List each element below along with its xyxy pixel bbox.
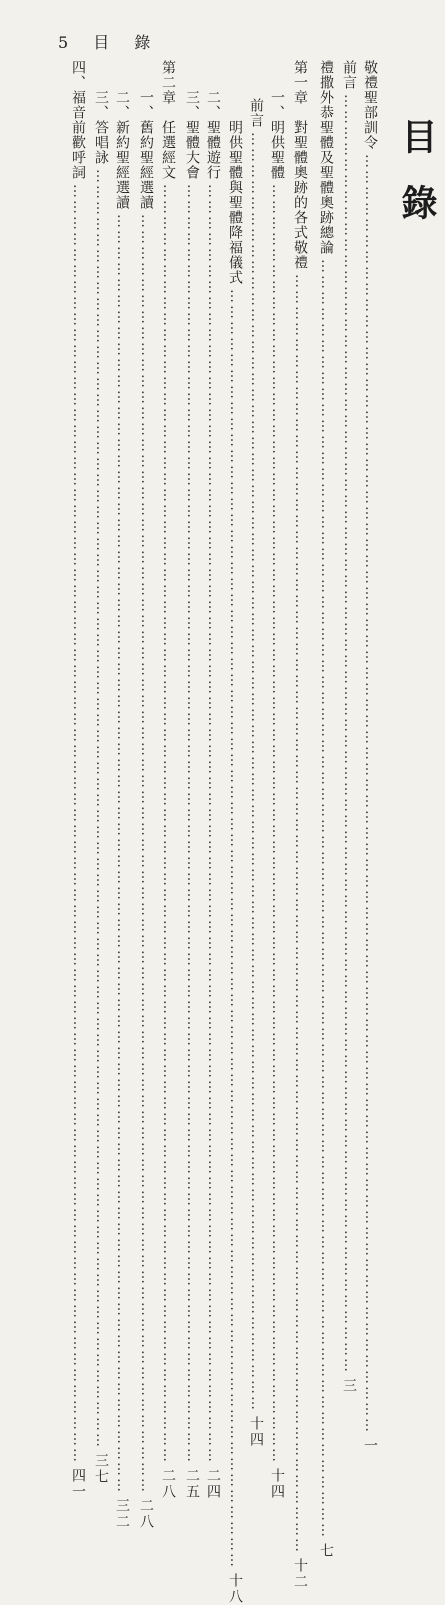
toc-entry [69, 60, 87, 1500]
toc-entry-page: 二八 [160, 1468, 176, 1500]
toc-entry [361, 60, 379, 1454]
dot-leader: …………………………………………………………………………………………………………………………………………………………………………………………………………………… [292, 274, 308, 1554]
toc-entry-label: 三、聖體大會 [184, 90, 200, 180]
dot-leader: …………………………………………………………………………………………………………………………………………………………………………………………………………………… [227, 289, 243, 1569]
dot-leader: …………………………………………………………………………………………………………………………………………………………………………………………………………………… [362, 154, 378, 1434]
toc-entry-label: 明供聖體與聖體降福儀式 [227, 120, 243, 285]
toc-entry-label: 禮撒外恭聖體及聖體奧跡總論 [318, 60, 334, 255]
toc-entry-label: 四、福音前歡呼詞 [70, 60, 86, 180]
dot-leader: …………………………………………………………………………………………………………………………………………………………………………………………………………………… [205, 184, 221, 1464]
toc-entry-label: 一、舊約聖經選讀 [138, 90, 154, 210]
toc-entry [92, 60, 110, 1485]
toc-entry [204, 60, 222, 1500]
toc-entry-label: 敬禮聖部訓令 [362, 60, 378, 150]
toc-entry-page: 十八 [227, 1573, 243, 1605]
page-number: 5 [58, 33, 79, 52]
dot-leader: …………………………………………………………………………………………………………………………………………………………………………………………………………………… [160, 184, 176, 1464]
toc-entry [247, 60, 265, 1448]
dot-leader: …………………………………………………………………………………………………………………………………………………………………………………………………………………… [184, 184, 200, 1464]
toc-entry [137, 60, 155, 1530]
dot-leader: …………………………………………………………………………………………………………………………………………………………………………………………………………………… [318, 259, 334, 1539]
toc-entry [268, 60, 286, 1500]
toc-entry-label: 三、答唱詠 [93, 90, 109, 165]
toc-entry-page: 三 [341, 1378, 357, 1394]
toc-entry-page: 二五 [184, 1468, 200, 1500]
toc-entry [159, 60, 177, 1500]
toc-entry-label: 一、明供聖體 [269, 90, 285, 180]
toc-entry-label: 前言 [341, 60, 357, 90]
toc-entry-page: 十四 [248, 1416, 264, 1448]
toc-entry-page: 二八 [138, 1498, 154, 1530]
toc-entry-page: 三二 [114, 1498, 130, 1530]
toc-entry-label: 二、新約聖經選讀 [114, 90, 130, 210]
dot-leader: …………………………………………………………………………………………………………………………………………………………………………………………………………………… [138, 214, 154, 1494]
toc-entry [317, 60, 335, 1559]
dot-leader: …………………………………………………………………………………………………………………………………………………………………………………………………………………… [269, 184, 285, 1464]
toc-entry [291, 60, 309, 1590]
dot-leader: …………………………………………………………………………………………………………………………………………………………………………………………………………………… [341, 94, 357, 1374]
dot-leader: …………………………………………………………………………………………………………………………………………………………………………………………………………………… [70, 184, 86, 1464]
toc-entry-page: 四一 [70, 1468, 86, 1500]
toc-entry [340, 60, 358, 1394]
toc-entry-label: 前言 [248, 98, 264, 128]
toc-entry-page: 二四 [205, 1468, 221, 1500]
toc-entry-page: 十二 [292, 1558, 308, 1590]
toc-entry-label: 第二章 任選經文 [160, 60, 176, 180]
dot-leader: …………………………………………………………………………………………………………………………………………………………………………………………………………………… [93, 169, 109, 1449]
toc-entry [183, 60, 201, 1500]
toc-entry-page: 七 [318, 1543, 334, 1559]
toc-entry-label: 第一章 對聖體奧跡的各式敬禮 [292, 60, 308, 270]
toc-entry-label: 二、聖體遊行 [205, 90, 221, 180]
toc-entry [113, 60, 131, 1530]
toc-entry-page: 一 [362, 1438, 378, 1454]
toc-entry-page: 十四 [269, 1468, 285, 1500]
dot-leader: …………………………………………………………………………………………………………………………………………………………………………………………………………………… [248, 132, 264, 1412]
toc-entry [226, 60, 244, 1605]
running-title: 目 錄 [93, 33, 161, 52]
dot-leader: …………………………………………………………………………………………………………………………………………………………………………………………………………………… [114, 214, 130, 1494]
contents-title: 目錄 [396, 118, 438, 250]
toc-entry-page: 三七 [93, 1453, 109, 1485]
